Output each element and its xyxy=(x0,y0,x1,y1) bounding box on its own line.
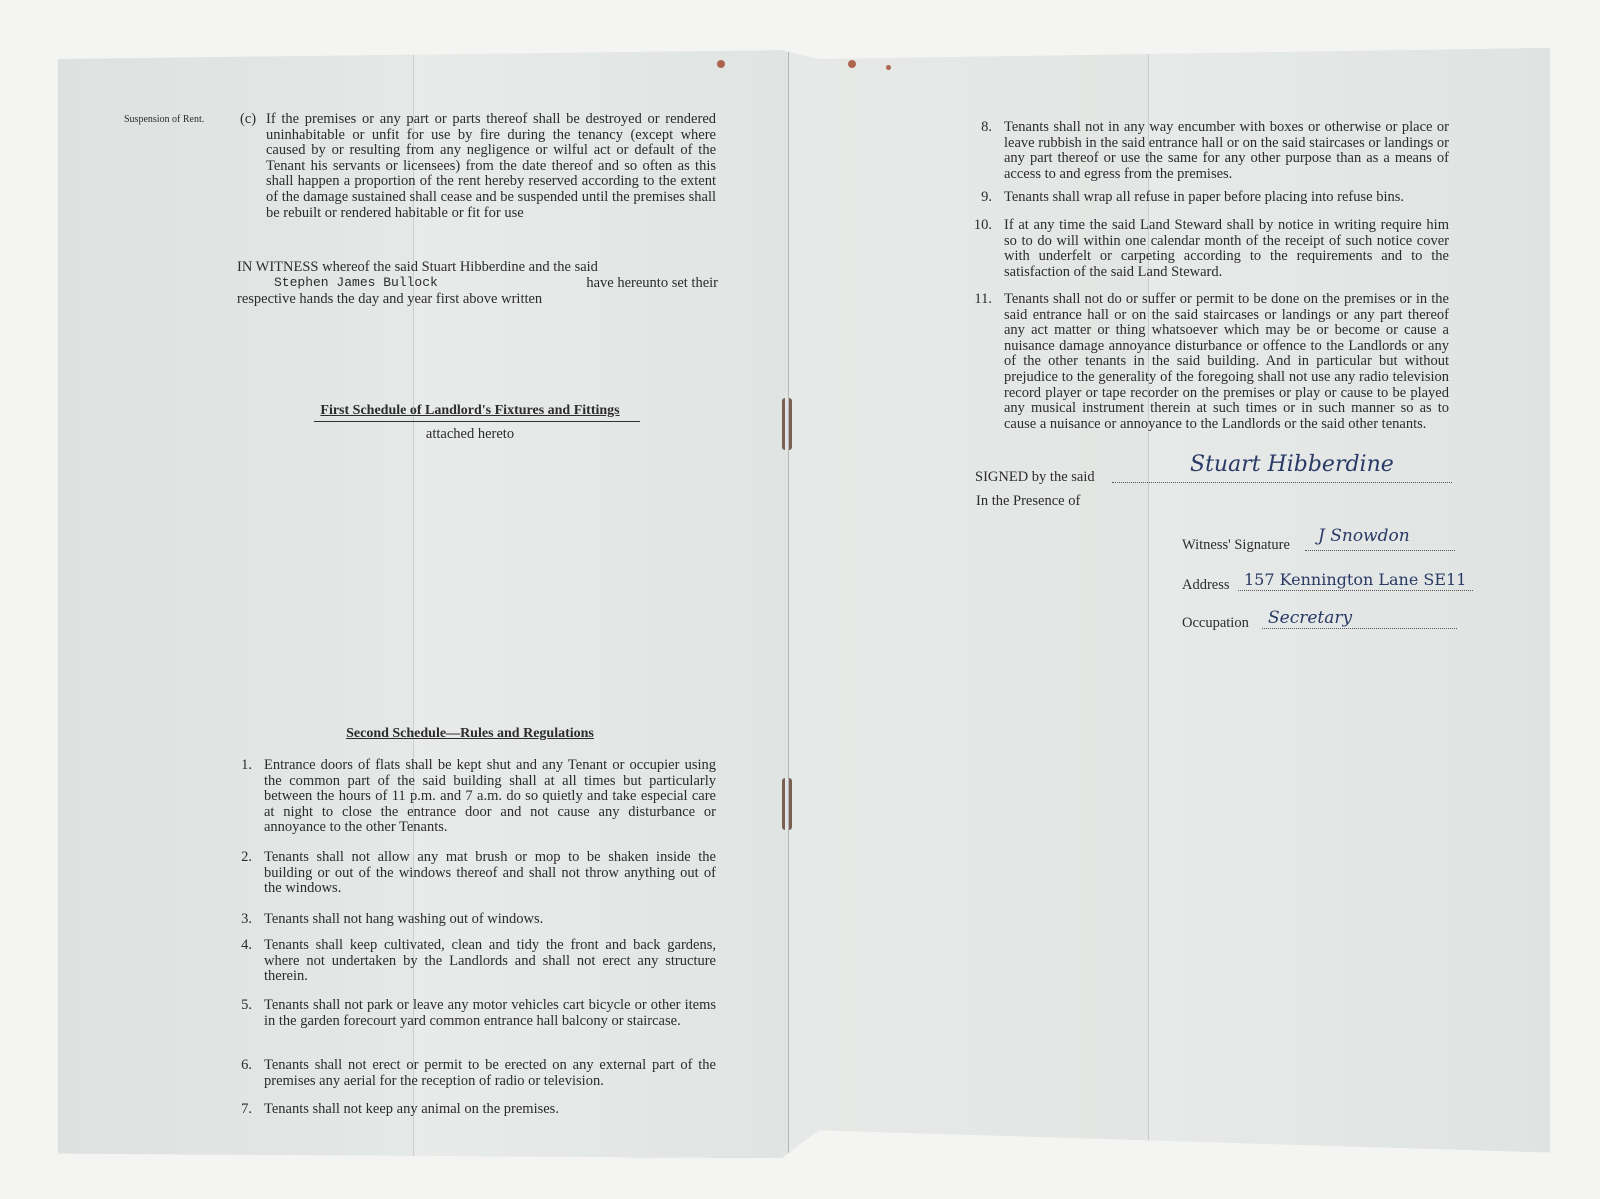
witness-typed-name: Stephen James Bullock xyxy=(274,275,438,290)
rule-number: 4. xyxy=(241,937,252,953)
clause-label: (c) xyxy=(240,111,257,127)
rule-number: 5. xyxy=(241,997,252,1013)
right-outer-panel xyxy=(1148,48,1550,1158)
witness-signature: J Snowdon xyxy=(1318,526,1410,546)
rule-number: 1. xyxy=(241,757,252,773)
rule-number: 7. xyxy=(241,1101,252,1117)
center-fold xyxy=(788,48,789,1158)
rust-mark xyxy=(717,60,725,68)
rule-text: Tenants shall wrap all refuse in paper before placing into refuse bins. xyxy=(1004,189,1405,205)
signature-line xyxy=(1112,482,1452,483)
rule-text: Entrance doors of flats shall be kept shut and any Tenant or occupier using the common part of the said building shall at all times but particularly between the hours of 11 p.m. and 7 a.m. do so quietly and take especial care at night to close the entrance door and not cause any disturbance or annoyance to the other Tenants. xyxy=(264,757,716,836)
presence-label: In the Presence of xyxy=(976,493,1081,509)
fold-line xyxy=(1148,48,1149,1158)
address-line xyxy=(1238,590,1473,591)
rule-text: Tenants shall keep cultivated, clean and tidy the front and back gardens, where not undertaken by the Landlords and shall not erect any structure therein. xyxy=(264,937,716,985)
rule-number: 2. xyxy=(241,849,252,865)
rule-text: Tenants shall not keep any animal on the premises. xyxy=(264,1101,559,1117)
rule-text: Tenants shall not erect or permit to be erected on any external part of the premises any aerial for the reception of radio or television. xyxy=(264,1057,716,1089)
rule-text: Tenants shall not park or leave any motor vehicles cart bicycle or other items in the garden forecourt yard common entrance hall balcony or staircase. xyxy=(264,997,716,1029)
clause-c-text: If the premises or any part or parts thereof shall be destroyed or rendered uninhabitable or unfit for use by fire during the tenancy (except where caused by or resulting from any negligence or wilful act or default of the Tenant his servants or licensees) from the date thereof and so often as this shall happen a proportion of the rent hereby reserved according to the extent of the damage sustained shall cease and be suspended until the premises shall be rebuilt or rendered habitable or fit for use xyxy=(266,111,716,221)
occupation-line xyxy=(1262,628,1457,629)
first-schedule-heading: First Schedule of Landlord's Fixtures and Fittings xyxy=(320,403,620,418)
first-schedule-subtext: attached hereto xyxy=(425,426,515,442)
witness-line-1: IN WITNESS whereof the said Stuart Hibberdine and the said xyxy=(237,259,598,275)
rule-number: 10. xyxy=(973,217,992,233)
rust-mark xyxy=(886,65,891,70)
address-label: Address xyxy=(1182,577,1230,593)
witness-line-2: have hereunto set their xyxy=(586,275,718,291)
rust-mark xyxy=(848,60,856,68)
witness-line-3: respective hands the day and year first above written xyxy=(237,291,543,307)
rule-number: 8. xyxy=(981,119,992,135)
rule-text: Tenants shall not in any way encumber with boxes or otherwise or place or leave rubbish in the said entrance hall or on the said staircases or landings or any part thereof or use the same for any other purpose than as a means of access to and egress from the premises. xyxy=(1004,119,1449,182)
witness-occupation: Secretary xyxy=(1268,608,1353,628)
rule-number: 9. xyxy=(981,189,992,205)
occupation-label: Occupation xyxy=(1182,615,1249,631)
staple xyxy=(782,778,792,830)
rule-number: 3. xyxy=(241,911,252,927)
rule-text: If at any time the said Land Steward shall by notice in writing require him so to do will within one calendar month of the receipt of such notice cover with underfelt or carpeting according to the requirements and to the satisfaction of the said Land Steward. xyxy=(1004,217,1449,280)
rule-text: Tenants shall not do or suffer or permit to be done on the premises or in the said entrance hall or on the said staircases or landings or any part thereof any act matter or thing whatsoever which may be or become or cause a nuisance damage annoyance disturbance or offence to the Landlords or any of the other tenants in the said building. And in particular but without prejudice to the generality of the foregoing shall not use any radio television record player or tape recorder on the premises or play or cause to be played any musical instrument therein at such times or in such manner so as to cause a nuisance or annoyance to the Landlords or the said other tenants. xyxy=(1004,291,1449,432)
heading-underline xyxy=(314,421,640,422)
witness-signature-line xyxy=(1305,550,1455,551)
witness-address: 157 Kennington Lane SE11 xyxy=(1244,570,1467,589)
rule-number: 6. xyxy=(241,1057,252,1073)
rule-text: Tenants shall not hang washing out of windows. xyxy=(264,911,544,927)
signed-label: SIGNED by the said xyxy=(975,469,1095,485)
landlord-signature: Stuart Hibberdine xyxy=(1190,452,1394,477)
right-inner-panel xyxy=(788,48,1148,1158)
staple xyxy=(782,398,792,450)
rule-text: Tenants shall not allow any mat brush or mop to be shaken inside the building or out of the windows thereof and shall not throw anything out of the windows. xyxy=(264,849,716,897)
rule-number: 11. xyxy=(974,291,992,307)
second-schedule-heading: Second Schedule—Rules and Regulations xyxy=(346,726,594,741)
margin-note: Suspension of Rent. xyxy=(124,114,205,125)
witness-signature-label: Witness' Signature xyxy=(1182,537,1290,553)
